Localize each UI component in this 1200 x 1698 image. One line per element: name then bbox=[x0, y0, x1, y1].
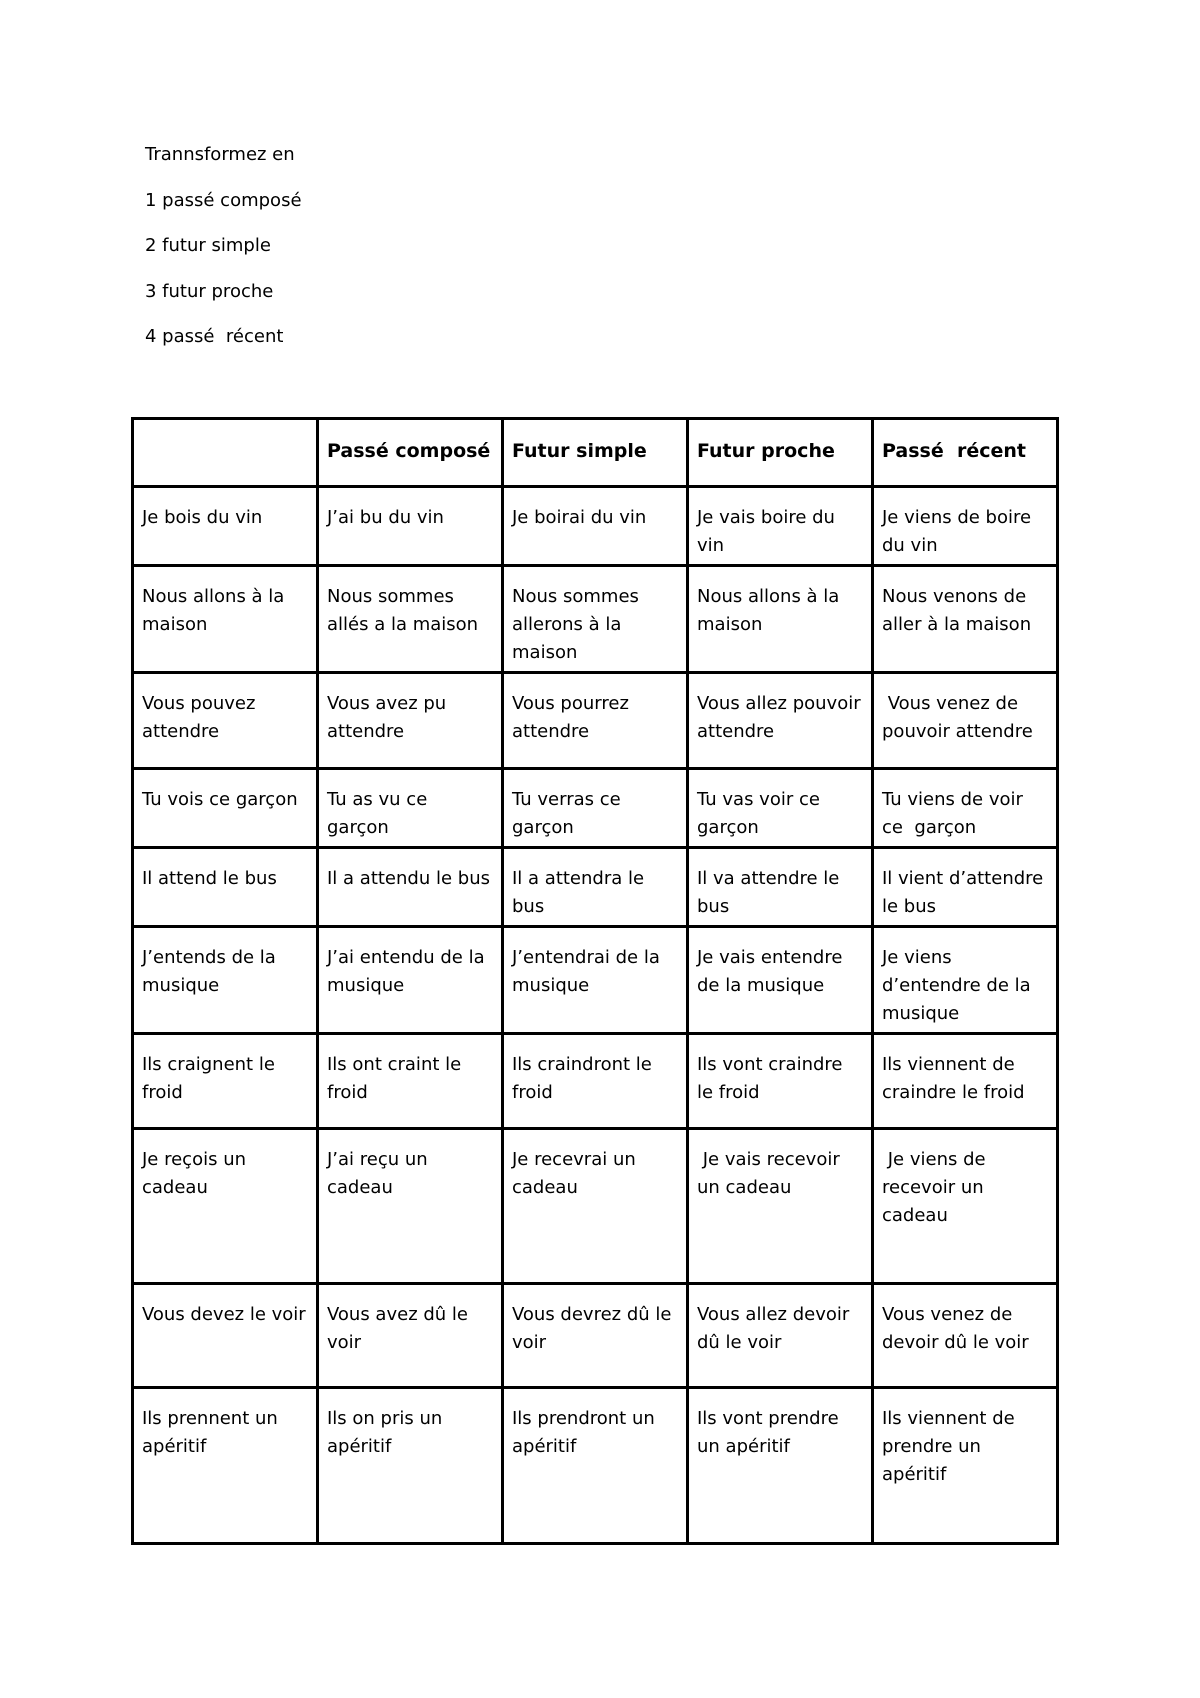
table-header-row bbox=[133, 419, 1058, 487]
table-cell: J’ai bu du vin bbox=[318, 487, 503, 566]
header-cell: Passé récent bbox=[873, 419, 1058, 487]
table-cell: Ils prennent un apéritif bbox=[133, 1388, 318, 1544]
table-cell: Je vais boire du vin bbox=[688, 487, 873, 566]
table-cell: Il vient d’attendre le bus bbox=[873, 848, 1058, 927]
table-cell: Tu as vu ce garçon bbox=[318, 769, 503, 848]
table-cell: Tu verras ce garçon bbox=[503, 769, 688, 848]
table-cell: Vous allez devoir dû le voir bbox=[688, 1284, 873, 1388]
table-cell: Nous allons à la maison bbox=[133, 566, 318, 673]
table-cell: Ils viennent de prendre un apéritif bbox=[873, 1388, 1058, 1544]
table-cell: Je bois du vin bbox=[133, 487, 318, 566]
table-cell: Vous pouvez attendre bbox=[133, 673, 318, 769]
table-cell: Je viens de recevoir un cadeau bbox=[873, 1129, 1058, 1284]
table-cell: Nous venons de aller à la maison bbox=[873, 566, 1058, 673]
table-cell: Je vais recevoir un cadeau bbox=[688, 1129, 873, 1284]
table-row bbox=[133, 848, 1058, 927]
table-cell: Ils craignent le froid bbox=[133, 1034, 318, 1129]
instruction-item: 1 passé composé bbox=[145, 189, 302, 211]
table-cell: Vous venez de pouvoir attendre bbox=[873, 673, 1058, 769]
table-cell: Il va attendre le bus bbox=[688, 848, 873, 927]
instruction-item: 3 futur proche bbox=[145, 280, 274, 302]
table-cell: Tu viens de voir ce garçon bbox=[873, 769, 1058, 848]
table-cell: Vous avez dû le voir bbox=[318, 1284, 503, 1388]
table-cell: Ils vont prendre un apéritif bbox=[688, 1388, 873, 1544]
table-cell: J’ai entendu de la musique bbox=[318, 927, 503, 1034]
instructions bbox=[145, 144, 302, 372]
instruction-item: 2 futur simple bbox=[145, 235, 271, 256]
table-row bbox=[133, 1284, 1058, 1388]
table-row bbox=[133, 1129, 1058, 1284]
conjugation-table bbox=[131, 417, 1059, 1545]
table-cell: Vous devez le voir bbox=[133, 1284, 318, 1388]
header-cell-blank bbox=[133, 419, 318, 487]
table-cell: Je boirai du vin bbox=[503, 487, 688, 566]
table-cell: J’ai reçu un cadeau bbox=[318, 1129, 503, 1284]
header-cell: Futur proche bbox=[688, 419, 873, 487]
table-cell: Tu vas voir ce garçon bbox=[688, 769, 873, 848]
table-cell: Ils vont craindre le froid bbox=[688, 1034, 873, 1129]
table-cell: Je reçois un cadeau bbox=[133, 1129, 318, 1284]
table-row bbox=[133, 1388, 1058, 1544]
instruction-item: 4 passé récent bbox=[145, 326, 284, 347]
table-cell: Ils prendront un apéritif bbox=[503, 1388, 688, 1544]
table-cell: Ils on pris un apéritif bbox=[318, 1388, 503, 1544]
table-cell: Vous devrez dû le voir bbox=[503, 1284, 688, 1388]
table-cell: Tu vois ce garçon bbox=[133, 769, 318, 848]
table-cell: Je viens de boire du vin bbox=[873, 487, 1058, 566]
table-cell: J’entends de la musique bbox=[133, 927, 318, 1034]
table-row bbox=[133, 673, 1058, 769]
table-cell: Vous allez pouvoir attendre bbox=[688, 673, 873, 769]
table-cell: Nous allons à la maison bbox=[688, 566, 873, 673]
header-cell: Futur simple bbox=[503, 419, 688, 487]
table-cell: Vous venez de devoir dû le voir bbox=[873, 1284, 1058, 1388]
table-cell: Ils viennent de craindre le froid bbox=[873, 1034, 1058, 1129]
table-cell: Il a attendra le bus bbox=[503, 848, 688, 927]
table-cell: Il a attendu le bus bbox=[318, 848, 503, 927]
table-cell: J’entendrai de la musique bbox=[503, 927, 688, 1034]
table-cell: Il attend le bus bbox=[133, 848, 318, 927]
instruction-title: Trannsformez en bbox=[145, 144, 295, 165]
table-cell: Je viens d’entendre de la musique bbox=[873, 927, 1058, 1034]
table-row bbox=[133, 769, 1058, 848]
table-cell: Je vais entendre de la musique bbox=[688, 927, 873, 1034]
table-cell: Je recevrai un cadeau bbox=[503, 1129, 688, 1284]
header-cell: Passé composé bbox=[318, 419, 503, 487]
table-row bbox=[133, 566, 1058, 673]
table-cell: Nous sommes allés a la maison bbox=[318, 566, 503, 673]
table-cell: Nous sommes allerons à la maison bbox=[503, 566, 688, 673]
table-row bbox=[133, 927, 1058, 1034]
table-cell: Vous avez pu attendre bbox=[318, 673, 503, 769]
table-row bbox=[133, 1034, 1058, 1129]
table-cell: Ils ont craint le froid bbox=[318, 1034, 503, 1129]
table-row bbox=[133, 487, 1058, 566]
table-cell: Ils craindront le froid bbox=[503, 1034, 688, 1129]
table-cell: Vous pourrez attendre bbox=[503, 673, 688, 769]
